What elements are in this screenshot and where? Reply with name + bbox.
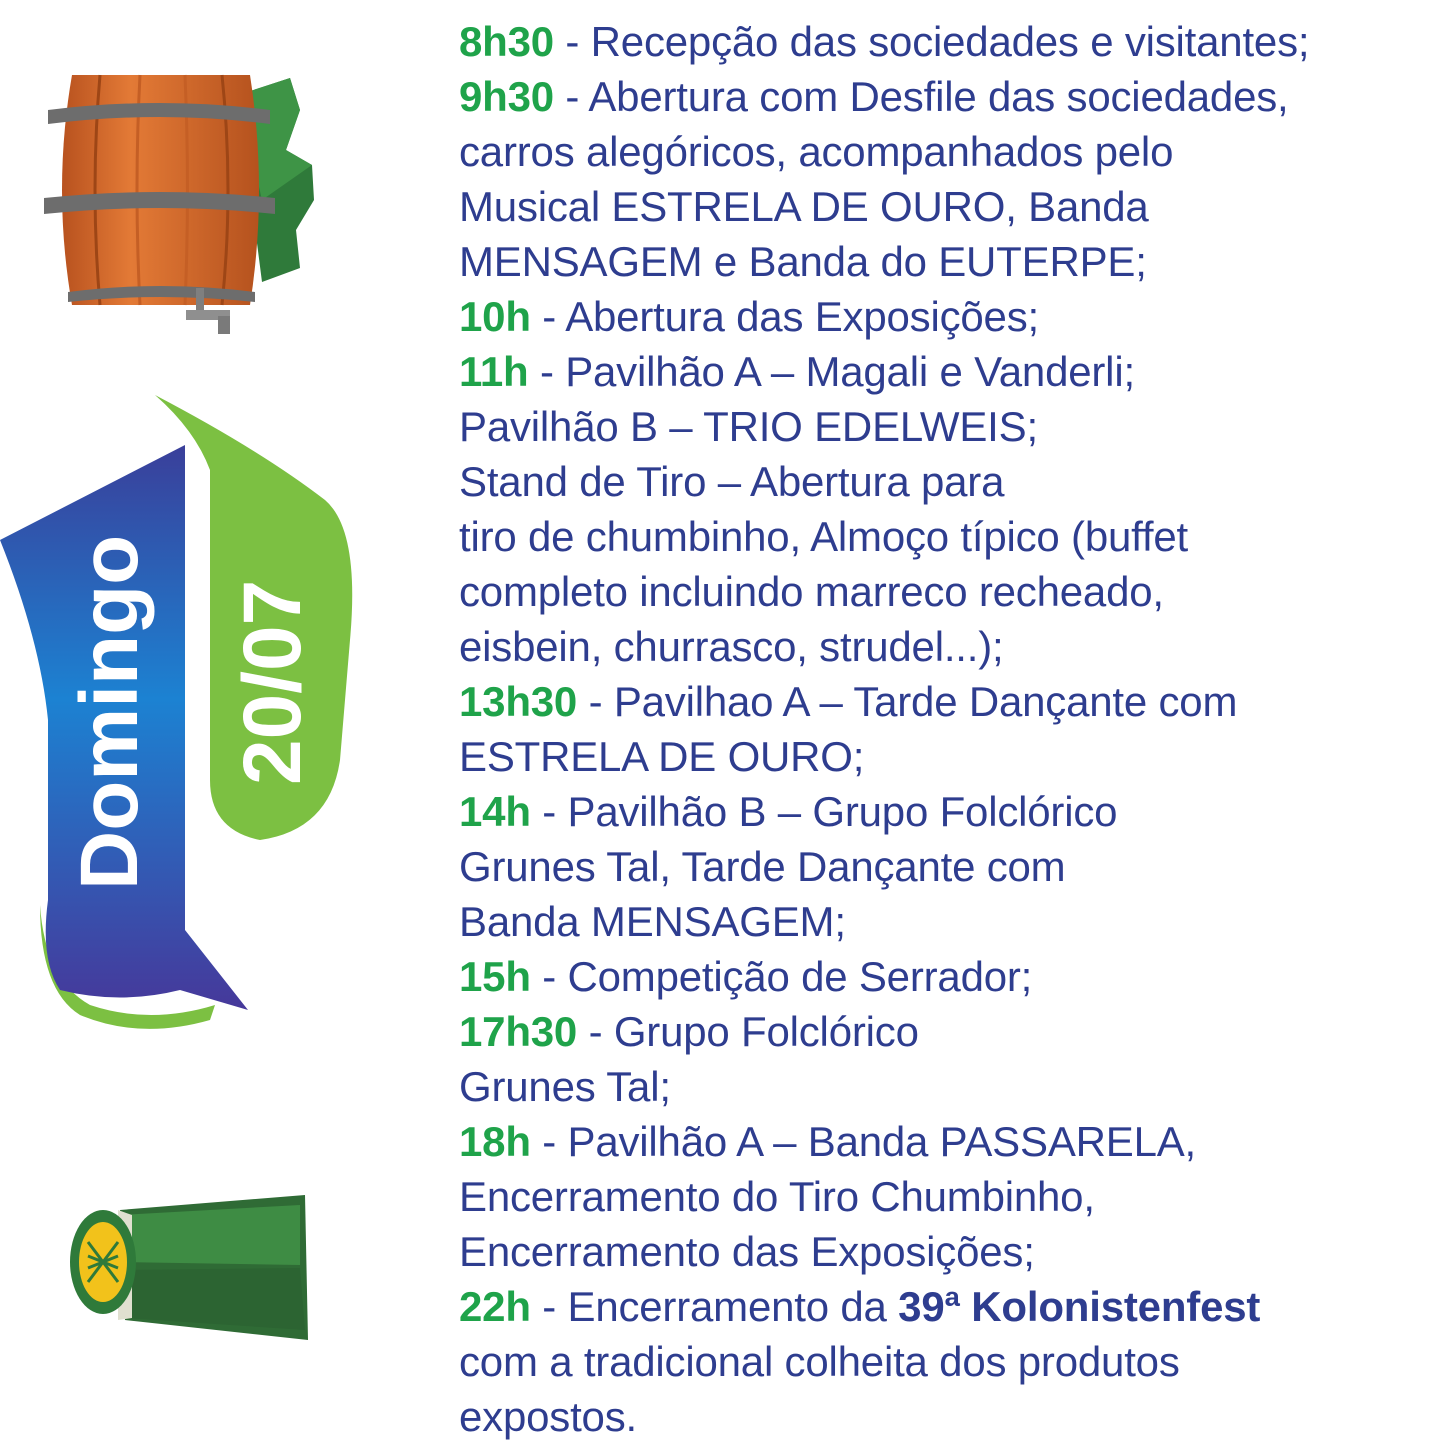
schedule-description: - Abertura das Exposições; <box>530 293 1039 340</box>
schedule-line <box>459 619 1429 674</box>
schedule-description: Grunes Tal, Tarde Dançante com <box>459 843 1066 890</box>
schedule-description: tiro de chumbinho, Almoço típico (buffet <box>459 513 1188 560</box>
schedule-line <box>459 289 1429 344</box>
schedule-description: Grunes Tal; <box>459 1063 671 1110</box>
schedule-time: 15h <box>459 953 531 1000</box>
schedule-description: completo incluindo marreco recheado, <box>459 568 1164 615</box>
schedule-description: Stand de Tiro – Abertura para <box>459 458 1005 505</box>
schedule-line <box>459 69 1429 124</box>
schedule-line <box>459 1004 1429 1059</box>
schedule-line <box>459 1334 1429 1389</box>
schedule-line <box>459 399 1429 454</box>
schedule-line <box>459 1224 1429 1279</box>
schedule-description: com a tradicional colheita dos produtos <box>459 1338 1180 1385</box>
schedule-line <box>459 344 1429 399</box>
schedule-time: 22h <box>459 1283 531 1330</box>
schedule-description: - Abertura com Desfile das sociedades, <box>553 73 1289 120</box>
banner-day-label: Domingo <box>64 534 155 890</box>
schedule-description: Pavilhão B – TRIO EDELWEIS; <box>459 403 1038 450</box>
schedule-description: Encerramento das Exposições; <box>459 1228 1035 1275</box>
schedule-line <box>459 234 1429 289</box>
schedule-line <box>459 894 1429 949</box>
schedule-description: - Pavilhao A – Tarde Dançante com <box>577 678 1238 725</box>
schedule-line <box>459 674 1429 729</box>
bottle-icon <box>70 1195 308 1340</box>
schedule-line <box>459 454 1429 509</box>
schedule-entry <box>459 674 1429 784</box>
schedule-description: expostos. <box>459 1393 637 1440</box>
schedule-description: eisbein, churrasco, strudel...); <box>459 623 1004 670</box>
schedule-entry <box>459 14 1429 69</box>
schedule-description: - Pavilhão A – Magali e Vanderli; <box>528 348 1135 395</box>
schedule-time: 11h <box>459 348 529 395</box>
schedule-entry <box>459 1279 1429 1444</box>
schedule-line <box>459 179 1429 234</box>
schedule-time: 13h30 <box>459 678 578 725</box>
schedule-description: Musical ESTRELA DE OURO, Banda <box>459 183 1149 230</box>
schedule-description: - Pavilhão B – Grupo Folclórico <box>530 788 1118 835</box>
schedule-line <box>459 1169 1429 1224</box>
schedule-line <box>459 1279 1429 1334</box>
schedule-line <box>459 729 1429 784</box>
schedule-time: 10h <box>459 293 531 340</box>
schedule-entry <box>459 344 1429 674</box>
schedule-time: 17h30 <box>459 1008 578 1055</box>
schedule-line <box>459 1389 1429 1444</box>
decorative-artwork <box>0 0 460 1440</box>
schedule-entry <box>459 1004 1429 1114</box>
schedule-entry <box>459 69 1429 289</box>
schedule-entry <box>459 949 1429 1004</box>
schedule-time: 18h <box>459 1118 531 1165</box>
schedule-description: - Pavilhão A – Banda PASSARELA, <box>530 1118 1197 1165</box>
schedule-description: carros alegóricos, acompanhados pelo <box>459 128 1174 175</box>
schedule-description: - Encerramento da <box>530 1283 899 1330</box>
schedule-description: - Competição de Serrador; <box>530 953 1033 1000</box>
schedule-description: - Recepção das sociedades e visitantes; <box>553 18 1310 65</box>
schedule-line <box>459 124 1429 179</box>
schedule-line <box>459 1059 1429 1114</box>
schedule-time: 9h30 <box>459 73 554 120</box>
schedule-line <box>459 839 1429 894</box>
schedule-line <box>459 784 1429 839</box>
schedule-description: MENSAGEM e Banda do EUTERPE; <box>459 238 1147 285</box>
schedule-description: ESTRELA DE OURO; <box>459 733 865 780</box>
artwork-svg <box>0 0 460 1440</box>
festival-name: 39ª Kolonistenfest <box>898 1283 1261 1330</box>
event-schedule <box>459 14 1429 1444</box>
schedule-entry <box>459 784 1429 949</box>
schedule-description: - Grupo Folclórico <box>577 1008 919 1055</box>
schedule-line <box>459 1114 1429 1169</box>
schedule-time: 8h30 <box>459 18 554 65</box>
schedule-line <box>459 564 1429 619</box>
schedule-entry <box>459 289 1429 344</box>
schedule-time: 14h <box>459 788 531 835</box>
wooden-barrel-icon <box>44 75 314 334</box>
schedule-description: Banda MENSAGEM; <box>459 898 846 945</box>
schedule-line <box>459 949 1429 1004</box>
schedule-description: Encerramento do Tiro Chumbinho, <box>459 1173 1095 1220</box>
schedule-line <box>459 14 1429 69</box>
schedule-line <box>459 509 1429 564</box>
banner-date-label: 20/07 <box>227 579 318 785</box>
schedule-entry <box>459 1114 1429 1279</box>
